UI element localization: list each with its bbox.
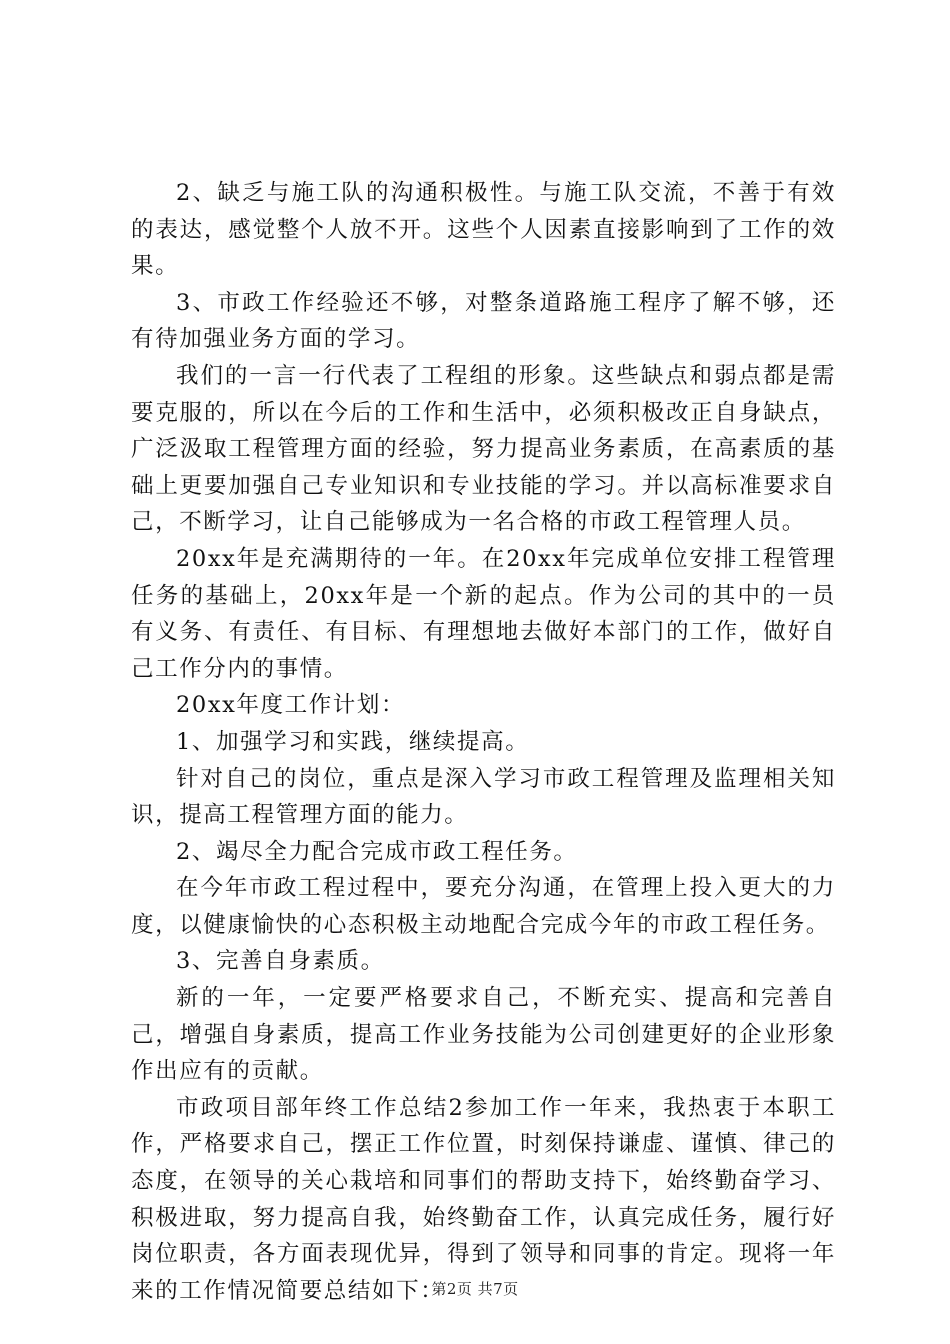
paragraph: 2、缺乏与施工队的沟通积极性。与施工队交流，不善于有效的表达，感觉整个人放不开。这些个人因素直接影响到了工作的效果。 xyxy=(131,180,836,280)
paragraph: 针对自己的岗位，重点是深入学习市政工程管理及监理相关知识，提高工程管理方面的能力。 xyxy=(131,765,836,829)
paragraph: 市政项目部年终工作总结2参加工作一年来，我热衷于本职工作，严格要求自己，摆正工作位置，时刻保持谦虚、谨慎、律己的态度，在领导的关心栽培和同事们的帮助支持下，始终勤奋学习、积极进取，努力提高自我，始终勤奋工作，认真完成任务，履行好岗位职责，各方面表现优异，得到了领导和同事的肯定。现将一年来的工作情况简要总结如下： xyxy=(131,1094,836,1304)
paragraph: 3、市政工作经验还不够，对整条道路施工程序了解不够，还有待加强业务方面的学习。 xyxy=(131,289,836,353)
document-body xyxy=(131,175,836,1309)
paragraph: 新的一年，一定要严格要求自己，不断充实、提高和完善自己，增强自身素质，提高工作业务技能为公司创建更好的企业形象作出应有的贡献。 xyxy=(131,985,836,1085)
plan-heading: 20xx年度工作计划： xyxy=(176,692,406,719)
page-number-footer: 第2页 共7页 xyxy=(431,1280,519,1298)
plan-item-heading: 2、竭尽全力配合完成市政工程任务。 xyxy=(176,838,578,865)
paragraph: 在今年市政工程过程中，要充分沟通，在管理上投入更大的力度，以健康愉快的心态积极主动地配合完成今年的市政工程任务。 xyxy=(131,875,836,938)
paragraph: 20xx年是充满期待的一年。在20xx年完成单位安排工程管理任务的基础上，20xx年是一个新的起点。作为公司的其中的一员有义务、有责任、有目标、有理想地去做好本部门的工作，做好自己工作分内的事情。 xyxy=(131,545,836,682)
plan-item-heading: 1、加强学习和实践，继续提高。 xyxy=(176,728,530,755)
plan-item-heading: 3、完善自身素质。 xyxy=(176,948,385,975)
paragraph: 我们的一言一行代表了工程组的形象。这些缺点和弱点都是需要克服的，所以在今后的工作和生活中，必须积极改正自身缺点，广泛汲取工程管理方面的经验，努力提高业务素质，在高素质的基础上更要加强自己专业知识和专业技能的学习。并以高标准要求自己，不断学习，让自己能够成为一名合格的市政工程管理人员。 xyxy=(131,362,836,536)
